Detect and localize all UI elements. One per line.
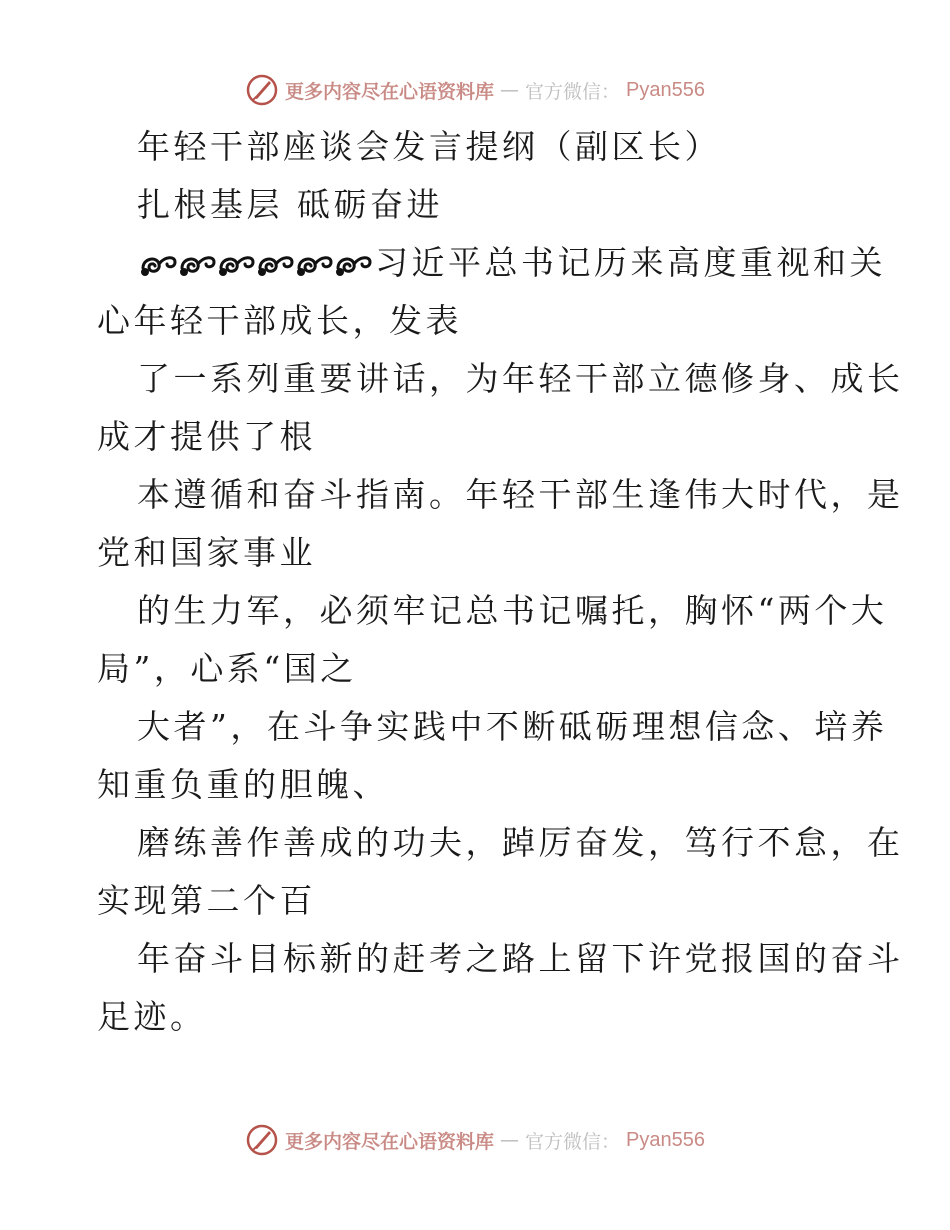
watermark-dash: — — [500, 79, 520, 101]
watermark-dash: — — [500, 1129, 520, 1151]
quill-circle-logo-icon — [245, 73, 279, 107]
paragraph-line-7: 的生力军，必须牢记总书记嘱托，胸怀“两个大 — [137, 591, 888, 630]
document-title: 年轻干部座谈会发言提纲（副区长） — [137, 127, 721, 166]
paragraph-line-4: 成才提供了根 — [97, 417, 316, 456]
watermark-brand: 更多内容尽在心语资料库 — [285, 80, 495, 103]
header-watermark — [0, 70, 950, 110]
document-body — [97, 118, 904, 1046]
paragraph-line-2: 心年轻干部成长，发表 — [97, 301, 462, 340]
watermark-wechat-label: 官方微信： — [525, 1130, 621, 1153]
quill-circle-logo-icon — [245, 1123, 279, 1157]
paragraph-line-8: 局”，心系“国之 — [97, 649, 357, 688]
watermark-brand: 更多内容尽在心语资料库 — [285, 1130, 495, 1153]
paragraph-line-14: 足迹。 — [97, 997, 207, 1036]
paragraph-line-6: 党和国家事业 — [97, 533, 316, 572]
paragraph-text: 习近平总书记历来高度重视和关 — [375, 243, 886, 282]
ornament-swirl-icon — [137, 250, 373, 280]
paragraph-line-12: 实现第二个百 — [97, 881, 316, 920]
paragraph-line-10: 知重负重的胆魄、 — [97, 765, 389, 804]
paragraph-line-1 — [97, 234, 886, 292]
paragraph-line-5: 本遵循和奋斗指南。年轻干部生逢伟大时代，是 — [137, 475, 904, 514]
document-subtitle: 扎根基层 砥砺奋进 — [137, 185, 443, 224]
watermark-wechat-label: 官方微信： — [525, 80, 621, 103]
footer-watermark — [0, 1120, 950, 1160]
watermark-wechat-id: Pyan556 — [626, 1128, 705, 1151]
paragraph-line-13: 年奋斗目标新的赶考之路上留下许党报国的奋斗 — [137, 939, 904, 978]
watermark-wechat-id: Pyan556 — [626, 78, 705, 101]
paragraph-line-11: 磨练善作善成的功夫，踔厉奋发，笃行不怠，在 — [137, 823, 904, 862]
paragraph-line-9: 大者”，在斗争实践中不断砥砺理想信念、培养 — [137, 707, 888, 746]
paragraph-line-3: 了一系列重要讲话，为年轻干部立德修身、成长 — [137, 359, 904, 398]
